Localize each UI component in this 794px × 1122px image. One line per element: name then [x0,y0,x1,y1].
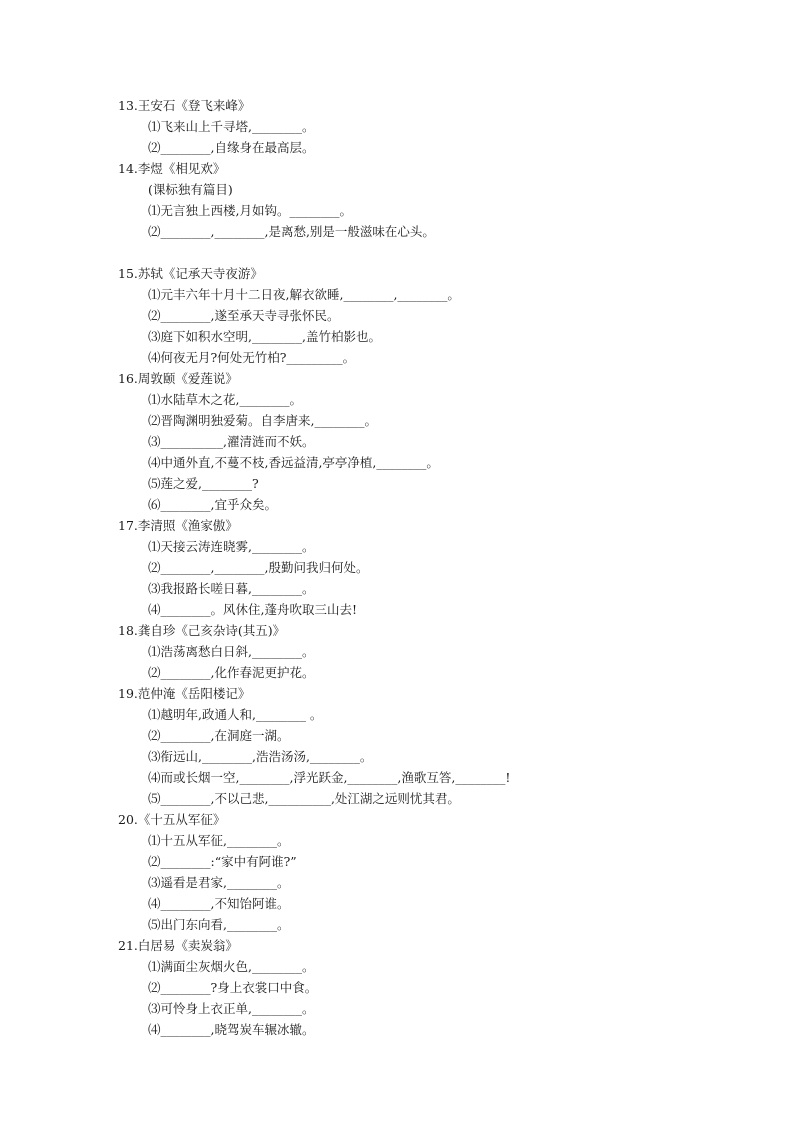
question-item: ⑸出门东向看,________。 [148,917,290,932]
question-item: ⑶__________,濯清涟而不妖。 [148,434,315,449]
question-item: ⑵________:“家中有阿谁?” [148,854,297,869]
question-item: ⑷________。风休住,蓬舟吹取三山去! [148,602,357,617]
question-item: (课标独有篇目) [148,182,233,197]
question-item: ⑵________,遂至承天寺寻张怀民。 [148,308,340,323]
section-title: 13.王安石《登飞来峰》 [118,98,251,113]
section-title: 14.李煜《相见欢》 [118,161,226,176]
question-item: ⑴元丰六年十月十二日夜,解衣欲睡,________,________。 [148,287,460,302]
question-item: ⑴越明年,政通人和,________ 。 [148,707,323,722]
question-item: ⑷何夜无月?何处无竹柏?_________。 [148,350,356,365]
question-item: ⑵________,自缘身在最高层。 [148,140,315,155]
document-body [118,95,738,1040]
question-item: ⑶可怜身上衣正单,________。 [148,1001,315,1016]
question-item: ⑵________,________,殷勤问我归何处。 [148,560,369,575]
section-title: 17.李清照《渔家傲》 [118,518,238,533]
blank-line [118,242,738,263]
question-item: ⑵晋陶渊明独爱菊。自李唐来,________。 [148,413,377,428]
question-item: ⑸________,不以己悲,__________,处江湖之远则忧其君。 [148,791,460,806]
section-title: 21.白居易《卖炭翁》 [118,938,238,953]
question-item: ⑹________,宜乎众矣。 [148,497,277,512]
question-item: ⑴天接云涛连晓雾,________。 [148,539,315,554]
question-item: ⑷而或长烟一空,________,浮光跃金,________,渔歌互答,________! [148,770,511,785]
question-item: ⑵________,在洞庭一湖。 [148,728,290,743]
section-title: 19.范仲淹《岳阳楼记》 [118,686,251,701]
section-title: 15.苏轼《记承天寺夜游》 [118,266,263,281]
question-item: ⑷________,晓驾炭车辗冰辙。 [148,1022,315,1037]
section-title: 18.龚自珍《己亥杂诗(其五)》 [118,623,286,638]
question-item: ⑴十五从军征,________。 [148,833,290,848]
question-item: ⑴浩荡离愁白日斜,________。 [148,644,315,659]
question-item: ⑸莲之爱,________? [148,476,259,491]
question-item: ⑵________?身上衣裳口中食。 [148,980,318,995]
question-item: ⑷中通外直,不蔓不枝,香远益清,亭亭净植,________。 [148,455,439,470]
question-item: ⑵________,化作春泥更护花。 [148,665,315,680]
question-item: ⑴飞来山上千寻塔,________。 [148,119,315,134]
question-item: ⑶衔远山,________,浩浩汤汤,________。 [148,749,373,764]
section-title: 20.《十五从军征》 [118,812,226,827]
question-item: ⑷________,不知饴阿谁。 [148,896,290,911]
question-item: ⑶庭下如积水空明,________,盖竹柏影也。 [148,329,381,344]
question-item: ⑵________,________,是离愁,别是一般滋味在心头。 [148,224,435,239]
question-item: ⑴满面尘灰烟火色,________。 [148,959,315,974]
question-item: ⑶我报路长嗟日暮,________。 [148,581,315,596]
question-item: ⑶遥看是君家,________。 [148,875,290,890]
question-item: ⑴水陆草木之花,________。 [148,392,302,407]
question-item: ⑴无言独上西楼,月如钩。________。 [148,203,352,218]
section-title: 16.周敦颐《爱莲说》 [118,371,238,386]
